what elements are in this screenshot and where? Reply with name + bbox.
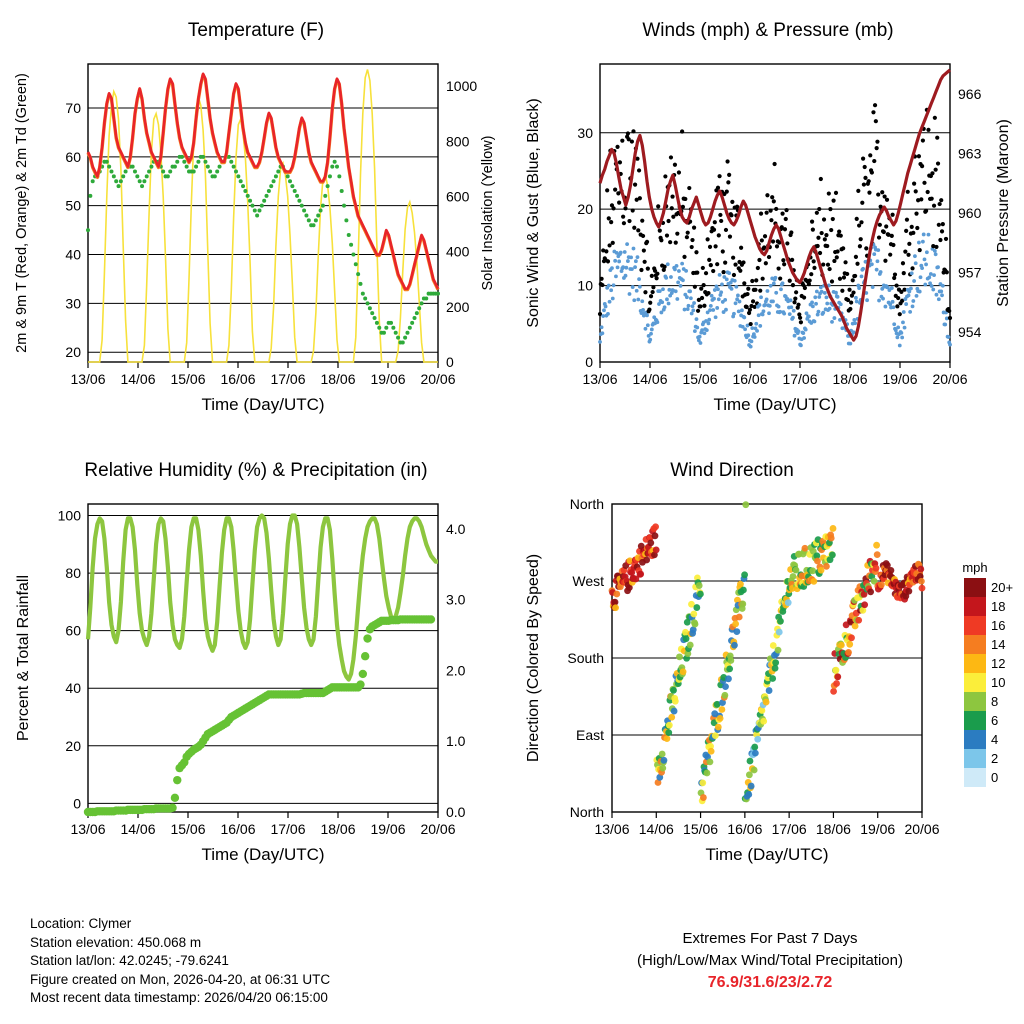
- extremes-values: 76.9/31.6/23/2.72: [707, 974, 833, 991]
- winds-plot: [512, 42, 1024, 452]
- svg-text:17/06: 17/06: [270, 371, 306, 387]
- svg-text:3.0: 3.0: [446, 591, 466, 608]
- svg-text:10: 10: [577, 277, 593, 294]
- svg-text:North: North: [569, 496, 604, 512]
- wind-direction-plot: [512, 482, 1024, 902]
- svg-text:Sonic Wind & Gust (Blue, Black: Sonic Wind & Gust (Blue, Black): [525, 98, 542, 328]
- svg-text:800: 800: [446, 133, 470, 150]
- legend-swatch: [964, 616, 986, 635]
- svg-text:13/06: 13/06: [70, 371, 106, 387]
- svg-text:60: 60: [65, 148, 81, 165]
- svg-text:30: 30: [577, 124, 593, 141]
- svg-text:Time (Day/UTC): Time (Day/UTC): [713, 395, 837, 414]
- svg-text:963: 963: [958, 145, 982, 162]
- legend-label: 18: [991, 599, 1006, 614]
- svg-text:16/06: 16/06: [220, 821, 256, 837]
- temperature-plot: [0, 42, 512, 452]
- svg-text:South: South: [567, 650, 604, 666]
- svg-text:1000: 1000: [446, 78, 478, 95]
- svg-text:13/06: 13/06: [594, 821, 630, 837]
- svg-text:2.0: 2.0: [446, 662, 466, 679]
- svg-text:17/06: 17/06: [782, 371, 818, 387]
- svg-text:19/06: 19/06: [370, 371, 406, 387]
- humidity-panel: [0, 450, 512, 910]
- svg-text:16/06: 16/06: [732, 371, 768, 387]
- legend-label: 0: [991, 770, 999, 785]
- legend-swatch: [964, 673, 986, 692]
- svg-text:19/06: 19/06: [860, 821, 896, 837]
- legend-label: 20+: [991, 580, 1014, 595]
- temperature-panel: [0, 0, 512, 450]
- svg-text:16/06: 16/06: [727, 821, 763, 837]
- extremes-block: [560, 928, 980, 994]
- legend-swatch: [964, 768, 986, 787]
- svg-text:966: 966: [958, 85, 982, 102]
- svg-text:13/06: 13/06: [582, 371, 618, 387]
- svg-text:40: 40: [65, 246, 81, 263]
- svg-text:30: 30: [65, 295, 81, 312]
- winds-chart-title: Winds (mph) & Pressure (mb): [642, 20, 894, 41]
- svg-text:0.0: 0.0: [446, 804, 466, 820]
- svg-text:14/06: 14/06: [632, 371, 668, 387]
- svg-text:Percent & Total Rainfall: Percent & Total Rainfall: [15, 574, 32, 742]
- svg-text:20: 20: [65, 344, 81, 361]
- svg-text:15/06: 15/06: [682, 371, 718, 387]
- svg-text:North: North: [569, 804, 604, 820]
- winds-panel: [512, 0, 1024, 450]
- svg-text:200: 200: [446, 298, 470, 315]
- legend-title: mph: [962, 560, 988, 575]
- legend-label: 16: [991, 618, 1006, 633]
- svg-text:Solar Insolation (Yellow): Solar Insolation (Yellow): [480, 135, 496, 291]
- svg-text:40: 40: [65, 680, 81, 697]
- legend-swatch: [964, 730, 986, 749]
- footer-location: Location: Clymer: [30, 916, 132, 931]
- svg-text:400: 400: [446, 243, 470, 260]
- legend-swatch: [964, 711, 986, 730]
- footer-info: [30, 915, 330, 1008]
- svg-text:18/06: 18/06: [320, 371, 356, 387]
- footer-latlon: Station lat/lon: 42.0245; -79.6241: [30, 953, 229, 968]
- legend-swatch: [964, 654, 986, 673]
- legend-label: 12: [991, 656, 1006, 671]
- svg-text:15/06: 15/06: [170, 371, 206, 387]
- svg-text:100: 100: [57, 507, 81, 524]
- svg-text:2m & 9m T (Red, Orange) & 2m T: 2m & 9m T (Red, Orange) & 2m Td (Green): [14, 73, 30, 353]
- svg-text:17/06: 17/06: [270, 821, 306, 837]
- svg-text:50: 50: [65, 197, 81, 214]
- extremes-subtitle: (High/Low/Max Wind/Total Precipitation): [637, 952, 903, 969]
- wind-direction-chart-title: Wind Direction: [670, 460, 794, 481]
- svg-text:Direction (Colored By Speed): Direction (Colored By Speed): [525, 553, 542, 763]
- footer-elevation: Station elevation: 450.068 m: [30, 934, 202, 950]
- svg-text:16/06: 16/06: [220, 371, 256, 387]
- svg-text:60: 60: [65, 622, 81, 639]
- svg-text:0: 0: [585, 354, 593, 370]
- svg-text:18/06: 18/06: [320, 821, 356, 837]
- humidity-chart-title: Relative Humidity (%) & Precipitation (in): [84, 460, 428, 481]
- svg-text:957: 957: [958, 264, 982, 281]
- svg-text:960: 960: [958, 205, 982, 221]
- svg-text:70: 70: [65, 99, 81, 116]
- legend-label: 6: [991, 713, 999, 728]
- svg-text:Station Pressure (Maroon): Station Pressure (Maroon): [995, 119, 1012, 307]
- svg-text:14/06: 14/06: [120, 821, 156, 837]
- legend-swatch: [964, 692, 986, 711]
- svg-text:17/06: 17/06: [771, 821, 807, 837]
- svg-text:15/06: 15/06: [170, 821, 206, 837]
- svg-text:19/06: 19/06: [882, 371, 918, 387]
- svg-text:20: 20: [577, 201, 593, 218]
- footer-recent-timestamp: Most recent data timestamp: 2026/04/20 06:15:00: [30, 990, 328, 1005]
- svg-text:19/06: 19/06: [370, 821, 406, 837]
- svg-text:20/06: 20/06: [420, 371, 456, 387]
- svg-text:18/06: 18/06: [832, 371, 868, 387]
- legend-label: 4: [991, 732, 999, 747]
- svg-text:Time (Day/UTC): Time (Day/UTC): [201, 395, 325, 414]
- footer-created: Figure created on Mon, 2026-04-20, at 06:31 UTC: [30, 971, 331, 987]
- svg-text:80: 80: [65, 565, 81, 582]
- legend-swatch: [964, 635, 986, 654]
- svg-text:18/06: 18/06: [815, 821, 851, 837]
- svg-text:East: East: [575, 727, 604, 743]
- svg-text:1.0: 1.0: [446, 733, 466, 750]
- legend-label: 2: [991, 751, 999, 766]
- svg-text:20/06: 20/06: [904, 821, 940, 837]
- svg-text:14/06: 14/06: [638, 821, 674, 837]
- svg-text:4.0: 4.0: [446, 520, 466, 537]
- humidity-plot: [0, 482, 512, 902]
- legend-swatch: [964, 749, 986, 768]
- legend-swatch: [964, 578, 986, 597]
- svg-text:0: 0: [446, 354, 454, 370]
- svg-text:20: 20: [65, 737, 81, 754]
- legend-label: 8: [991, 694, 999, 709]
- legend-label: 10: [991, 675, 1006, 690]
- wind-direction-panel: [512, 450, 1024, 910]
- temperature-chart-title: Temperature (F): [187, 20, 325, 41]
- legend-swatch: [964, 597, 986, 616]
- svg-text:20/06: 20/06: [932, 371, 968, 387]
- svg-text:Time (Day/UTC): Time (Day/UTC): [705, 845, 829, 864]
- svg-text:20/06: 20/06: [420, 821, 456, 837]
- svg-text:West: West: [572, 573, 604, 589]
- svg-text:Time (Day/UTC): Time (Day/UTC): [201, 845, 325, 864]
- svg-text:14/06: 14/06: [120, 371, 156, 387]
- svg-text:600: 600: [446, 188, 470, 205]
- legend-label: 14: [991, 637, 1006, 652]
- svg-text:13/06: 13/06: [70, 821, 106, 837]
- svg-text:15/06: 15/06: [683, 821, 719, 837]
- svg-text:0: 0: [73, 795, 81, 812]
- extremes-title: Extremes For Past 7 Days: [682, 930, 858, 947]
- svg-text:954: 954: [958, 324, 982, 341]
